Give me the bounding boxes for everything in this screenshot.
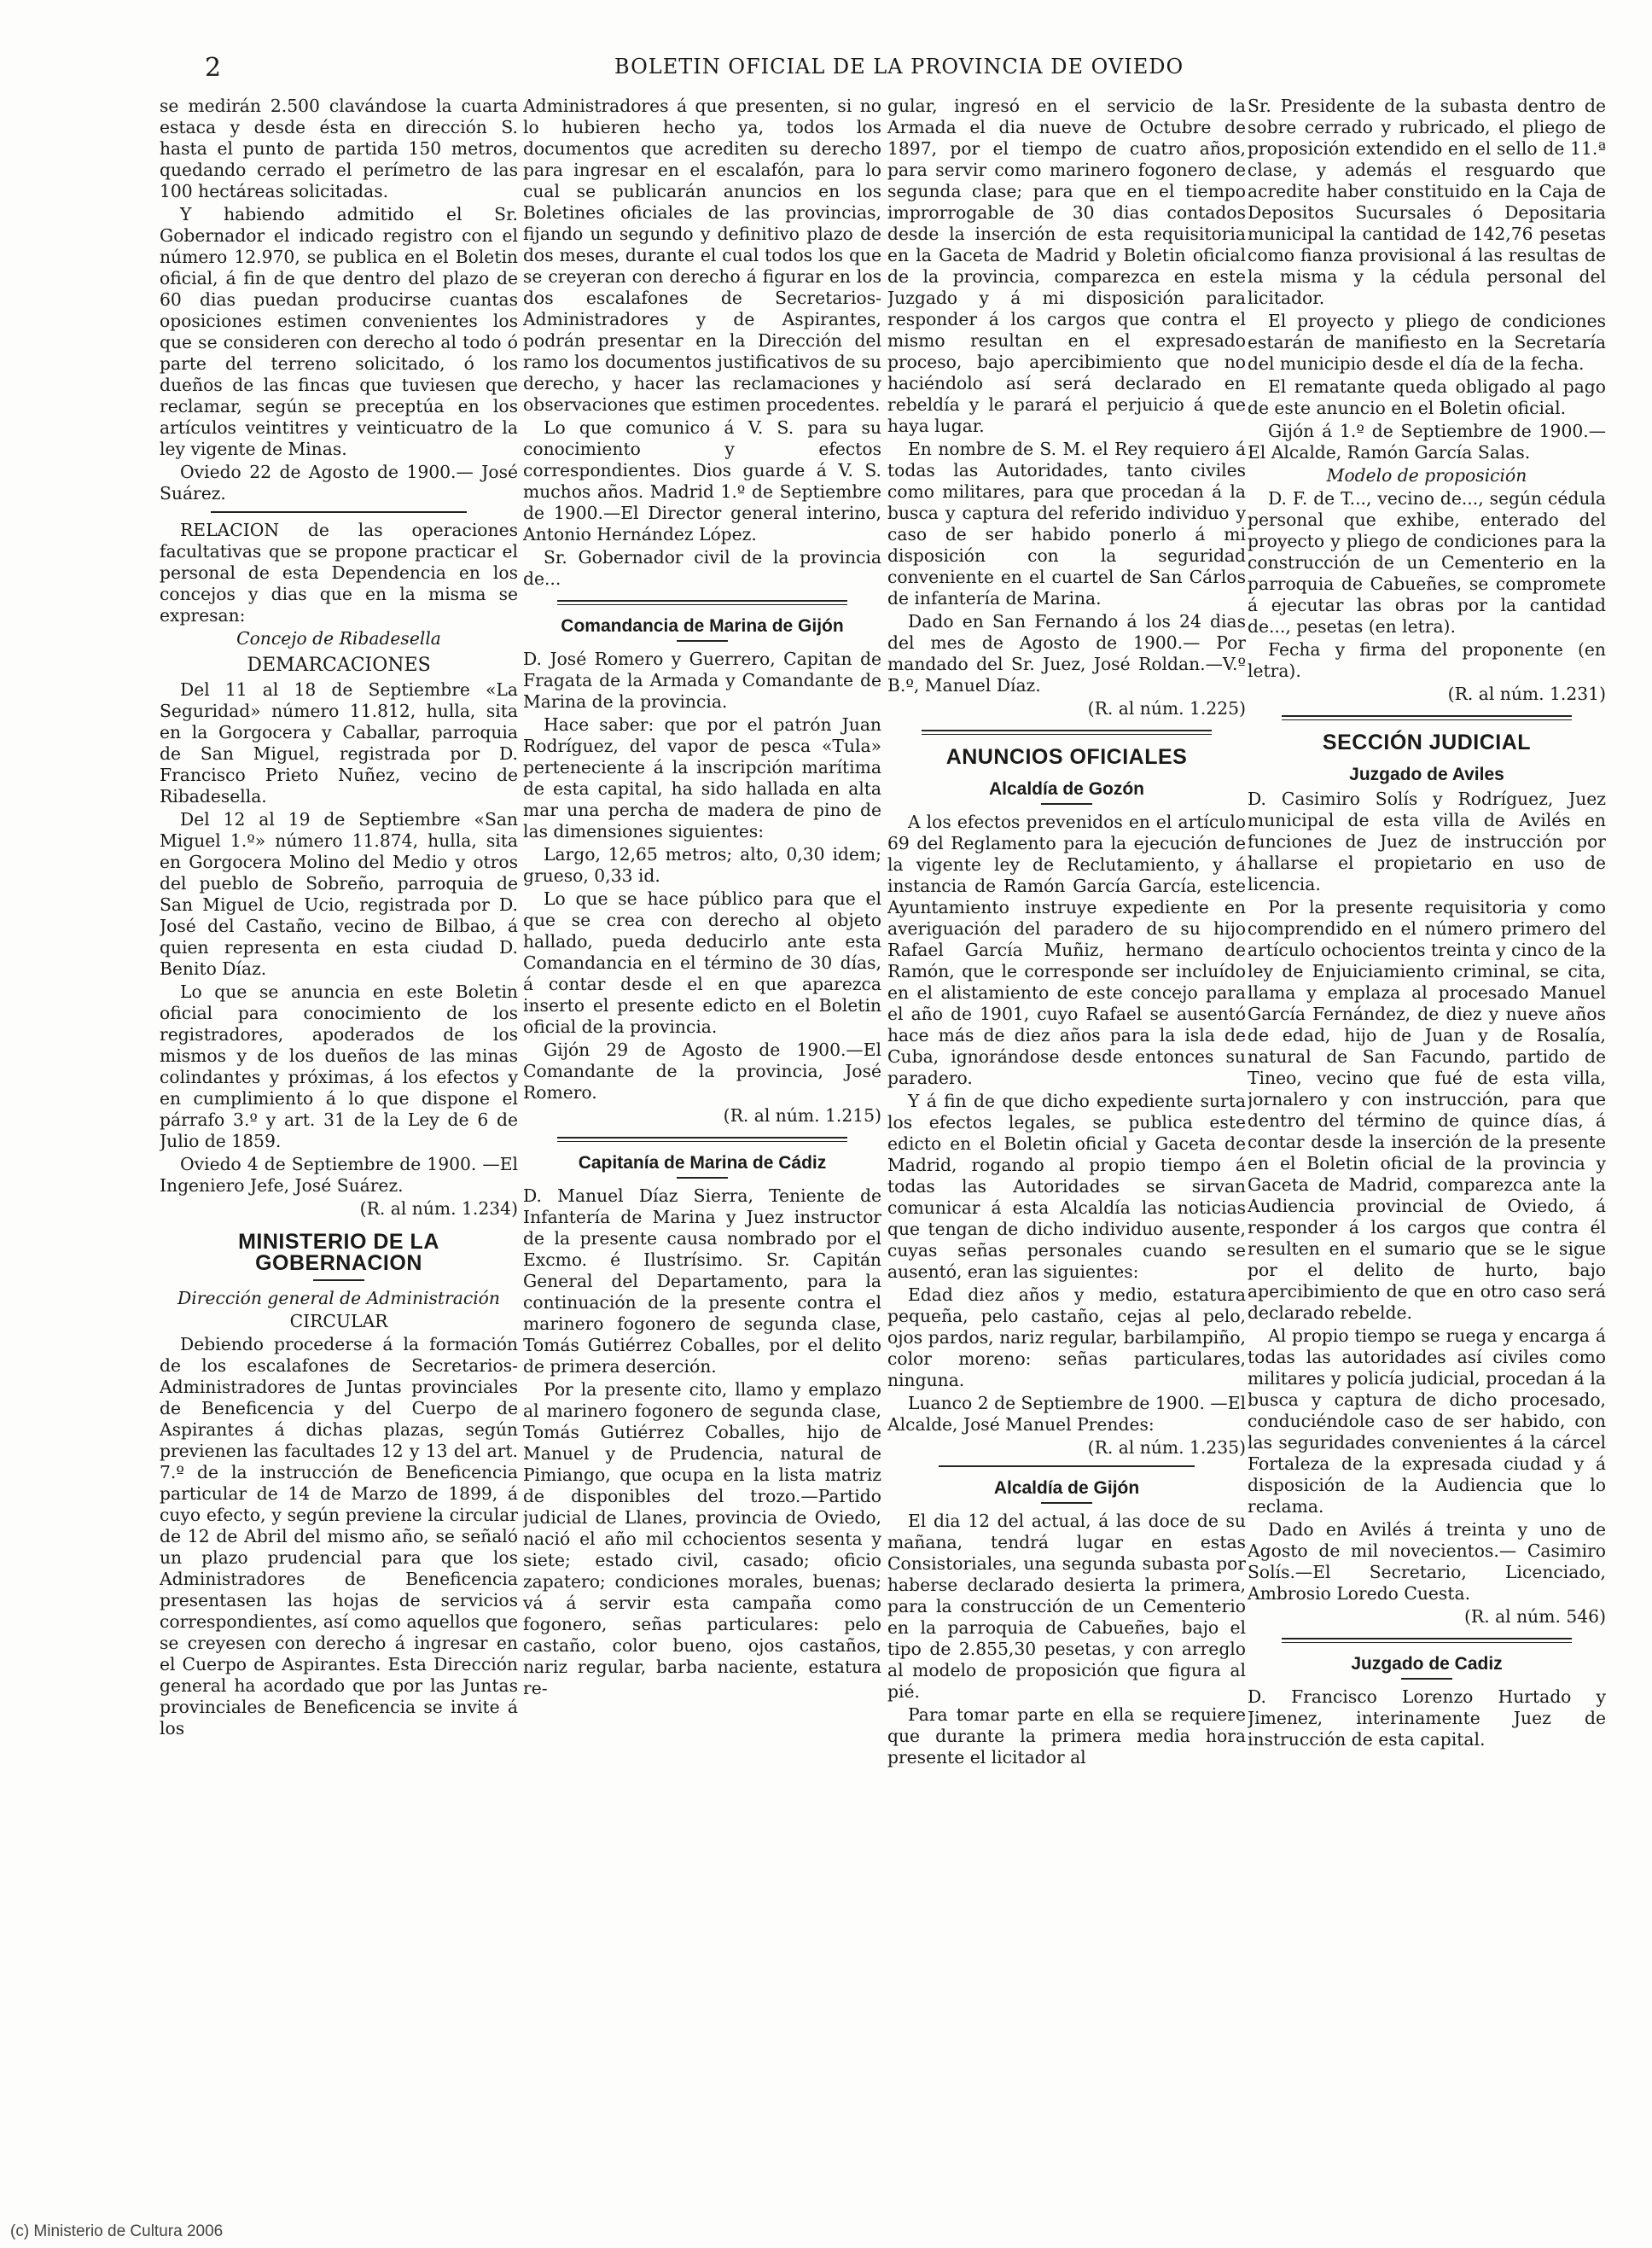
- divider: [1401, 1678, 1452, 1680]
- paragraph: A los efectos prevenidos en el artículo 69 del Reglamento para la ejecución de la vigente ley de Reclutamiento, y á instancia de Ramón García García, este Ayuntamiento instruye expediente en averiguación del paradero de su hijo Rafael García Muñiz, hermano de Ramón, que le corresponde ser incluído en el alistamiento de este concejo para el año de 1901, cuyo Rafael se ausentó hace más de diez años para la isla de Cuba, ignorándose desde entonces su paradero.: [887, 812, 1246, 1088]
- paragraph: Por la presente cito, llamo y emplazo al marinero fogonero de segunda clase, Tomás Gutiérrez Coballes, hijo de Manuel y de Prudencia, natural de Pimiango, que ocupa en la lista matriz de disponibles del trozo.—Partido judicial de Llanes, provincia de Oviedo, nació el año mil cchocientos sesenta y siete; estado civil, casado; oficio zapatero; condiciones morales, buenas; vá á servir esta campaña como fogonero, señas particulares: pelo castaño, color bueno, ojos castaños, nariz regular, barba naciente, estatura re-: [523, 1379, 881, 1698]
- paragraph: Edad diez años y medio, estatura pequeña, pelo castaño, cejas al pelo, ojos pardos, nariz regular, barbilampiño, color moreno: señas particulares, ninguna.: [887, 1284, 1246, 1390]
- column-3: [887, 96, 1246, 2161]
- signature: Oviedo 4 de Septiembre de 1900. —El Ingeniero Jefe, José Suárez.: [160, 1154, 518, 1196]
- paragraph: se medirán 2.500 clavándose la cuarta estaca y desde ésta en dirección S. hasta el punto de partida 150 metros, quedando cerrado el perímetro de las 100 hectáreas solicitadas.: [160, 96, 518, 201]
- section-heading: SECCIÓN JUDICIAL: [1322, 731, 1532, 754]
- paragraph: RELACION de las operaciones facultativas que se propone practicar el personal de esta Dependencia en los concejos y dias que en la misma se expresan:: [160, 520, 518, 626]
- paragraph: D. Manuel Díaz Sierra, Teniente de Infantería de Marina y Juez instructor de la presente causa nombrado por el Excmo. é Ilustrísimo. Sr. Capitán General del Departamento, para la continuación de la presente contra el marinero fogonero de segunda clase, Tomás Gutiérrez Coballes, por el delito de primera deserción.: [523, 1185, 881, 1377]
- column-1: [160, 96, 518, 2161]
- divider: [1041, 1502, 1092, 1504]
- section-heading: DEMARCACIONES: [247, 655, 431, 676]
- column-2: [523, 96, 881, 2161]
- paragraph: Al propio tiempo se ruega y encarga á todas las autoridades así civiles como militares y policía judicial, procedan á la busca y captura de dicho procesado, conduciéndole caso de ser habido, con las seguridades convenientes á la cárcel Fortaleza de la expresada ciudad y á disposición de la Audiencia que lo reclama.: [1248, 1325, 1606, 1517]
- paragraph: gular, ingresó en el servicio de la Armada el dia nueve de Octubre de 1897, por el tiempo de cuatro años, para servir como marinero fogonero de segunda clase; para que en el tiempo improrrogable de 30 dias contados desde la inserción de esta requisitoria en la Gaceta de Madrid y Boletin oficial de la provincia, comparezca en este Juzgado y á mi disposición para responder á los cargos que contra el mismo resultan en el expresado proceso, bajo apercibimiento que no haciéndolo así será declarado en rebeldía y le parará el perjuicio á que haya lugar.: [887, 96, 1246, 436]
- page-number: 2: [205, 53, 222, 83]
- reference-number: (R. al núm. 1.235): [1087, 1437, 1246, 1458]
- section-heading: Alcaldía de Gijón: [993, 1478, 1140, 1498]
- section-subtitle: Concejo de Ribadesella: [236, 628, 441, 649]
- reference-number: (R. al núm. 1.231): [1447, 684, 1606, 704]
- paragraph: Sr. Presidente de la subasta dentro de sobre cerrado y rubricado, el pliego de proposición extendido en el sello de 11.ª clase, y además el resguardo que acredite haber constituido en la Caja de Depositos Sucursales ó Depositaria municipal la cantidad de 142,76 pesetas como fianza provisional á las resultas de la misma y la cédula personal del licitador.: [1248, 96, 1606, 308]
- paragraph: Hace saber: que por el patrón Juan Rodríguez, del vapor de pesca «Tula» perteneciente á la inscripción marítima de esta capital, ha sido hallada en alta mar una percha de madera de pino de las dimensiones siguientes:: [523, 714, 881, 842]
- signature: Gijón 29 de Agosto de 1900.—El Comandante de la provincia, José Romero.: [523, 1040, 881, 1103]
- divider: [677, 640, 728, 642]
- divider: [557, 600, 847, 605]
- publication-title: BOLETIN OFICIAL DE LA PROVINCIA DE OVIEDO: [614, 55, 1184, 79]
- reference-number: (R. al núm. 1.234): [359, 1198, 518, 1219]
- divider: [922, 730, 1212, 735]
- divider: [557, 1137, 847, 1142]
- column-4: [1248, 96, 1606, 2161]
- divider: [939, 1465, 1195, 1467]
- paragraph: Para tomar parte en ella se requiere que durante la primera media hora presente el licitador al: [887, 1704, 1246, 1768]
- section-subtitle: Dirección general de Administración: [177, 1288, 500, 1308]
- section-heading: MINISTERIO DE LA GOBERNACION: [238, 1230, 439, 1275]
- section-heading: Juzgado de Aviles: [1349, 765, 1504, 784]
- section-subtitle: Modelo de proposición: [1326, 465, 1527, 486]
- paragraph: D. Casimiro Solís y Rodríguez, Juez municipal de esta villa de Avilés en funciones de Juez de instrucción por hallarse el propietario en uso de licencia.: [1248, 789, 1606, 894]
- divider: [677, 1177, 728, 1179]
- section-heading: Juzgado de Cadiz: [1351, 1654, 1503, 1674]
- paragraph: Lo que se anuncia en este Boletin oficial para conocimiento de los registradores, apoderados de los mismos y de los dueños de las minas colindantes y próximas, á los efectos y en cumplimiento á lo que dispone el párrafo 3.º y art. 31 de la Ley de 6 de Julio de 1859.: [160, 981, 518, 1151]
- paragraph: Administradores á que presenten, si no lo hubieren hecho ya, todos los documentos que acrediten su derecho para ingresar en el escalafón, para lo cual se publicarán anuncios en los Boletines oficiales de las provincias, fijando un segundo y definitivo plazo de dos meses, durante el cual todos los que se creyeran con derecho á figurar en los dos escalafones de Secretarios-Administradores y de Aspirantes, podrán presentar en la Dirección del ramo los documentos justificativos de su derecho, y hacer las reclamaciones y observaciones que estimen procedentes.: [523, 96, 881, 415]
- paragraph: Lo que se hace público para que el que se crea con derecho al objeto hallado, pueda deducirlo ante esta Comandancia en el término de 30 días, á contar desde el en que aparezca inserto el presente edicto en el Boletin oficial de la provincia.: [523, 888, 881, 1037]
- signature: Dado en San Fernando á los 24 dias del mes de Agosto de 1900.— Por mandado del Sr. Juez, José Roldan.—V.º B.º, Manuel Díaz.: [887, 611, 1246, 696]
- paragraph: Debiendo procederse á la formación de los escalafones de Secretarios-Administradores de Juntas provinciales de Beneficencia y del Cuerpo de Aspirantes á dichas plazas, según previenen las facultades 12 y 13 del art. 7.º de la instrucción de Beneficencia particular de 14 de Marzo de 1899, á cuyo efecto, y según previene la circular de 12 de Abril del mismo año, se señaló un plazo prudencial para que los Administradores de Beneficencia presentasen las hojas de servicios correspondientes, así como aquellos que se creyesen con derecho á ingresar en el Cuerpo de Aspirantes. Esta Dirección general ha acordado que por las Juntas provinciales de Beneficencia se invite á los: [160, 1334, 518, 1738]
- paragraph: Del 12 al 19 de Septiembre «San Miguel 1.º» número 11.874, hulla, sita en Gorgocera Molino del Medio y otros del pueblo de Sobreño, parroquia de San Miguel de Ucio, registrada por D. José del Castaño, vecino de Bilbao, á quien representa en esta ciudad D. Benito Díaz.: [160, 809, 518, 979]
- signature: Luanco 2 de Septiembre de 1900. —El Alcalde, José Manuel Prendes:: [887, 1393, 1246, 1435]
- section-heading: ANUNCIOS OFICIALES: [945, 745, 1188, 769]
- paragraph: El dia 12 del actual, á las doce de su mañana, tendrá lugar en estas Consistoriales, una segunda subasta por haberse declarado desierta la primera, para la construcción de un Cementerio en la parroquia de Cabueñes, bajo el tipo de 2.855,30 pesetas, y con arreglo al modelo de proposición que figura al pié.: [887, 1511, 1246, 1702]
- section-heading: Capitanía de Marina de Cádiz: [578, 1153, 827, 1173]
- circular-label: CIRCULAR: [289, 1311, 388, 1331]
- signature: Gijón á 1.º de Septiembre de 1900.—El Alcalde, Ramón García Salas.: [1248, 421, 1606, 463]
- reference-number: (R. al núm. 1.225): [1087, 698, 1246, 719]
- copyright-notice: (c) Ministerio de Cultura 2006: [10, 2222, 224, 2240]
- section-heading: Comandancia de Marina de Gijón: [561, 616, 844, 636]
- paragraph: En nombre de S. M. el Rey requiero á todas las Autoridades, tanto civiles como militares, para que procedan á la busca y captura del referido individuo y caso de ser habido ponerlo á mi disposición con la seguridad conveniente en el cuartel de San Cárlos de infantería de Marina.: [887, 439, 1246, 609]
- paragraph: El rematante queda obligado al pago de este anuncio en el Boletin oficial.: [1248, 376, 1606, 418]
- paragraph: Por la presente requisitoria y como comprendido en el número primero del artículo ochocientos treinta y cinco de la ley de Enjuiciamiento criminal, se cita, llama y emplaza al procesado Manuel García Fernández, de diez y nueve años de edad, hijo de Juan y de Rosalía, natural de San Facundo, partido de Tineo, vecino que fué de esta villa, jornalero y con instrucción, para que dentro del término de quince días, á contar desde la inserción de la presente en el Boletin oficial de la provincia y Gaceta de Madrid, comparezca ante la Audiencia provincial de Oviedo, á responder á los cargos que contra él resulten en el sumario que se le sigue por el delito de hurto, bajo apercibimiento de que en otro caso será declarado rebelde.: [1248, 897, 1606, 1323]
- paragraph: El proyecto y pliego de condiciones estarán de manifiesto en la Secretaría del municipio desde el día de la fecha.: [1248, 311, 1606, 374]
- divider: [1041, 803, 1092, 805]
- paragraph: Largo, 12,65 metros; alto, 0,30 idem; grueso, 0,33 id.: [523, 844, 881, 886]
- signature: Dado en Avilés á treinta y uno de Agosto de mil novecientos.— Casimiro Solís.—El Secretario, Licenciado, Ambrosio Loredo Cuesta.: [1248, 1519, 1606, 1604]
- paragraph: Fecha y firma del proponente (en letra).: [1248, 639, 1606, 681]
- paragraph: D. F. de T..., vecino de..., según cédula personal que exhibe, enterado del proyecto y pliego de condiciones para la construcción de un Cementerio en la parroquia de Cabueñes, se compromete á ejecutar las obras por la cantidad de..., pesetas (en letra).: [1248, 488, 1606, 637]
- paragraph: Y á fin de que dicho expediente surta los efectos legales, se publica este edicto en el Boletin oficial y Gaceta de Madrid, rogando al propio tiempo á todas las Autoridades se sirvan comunicar á esta Alcaldía las noticias que tengan de dicho individuo ausente, cuyas señas personales cuando se ausentó, eran las siguientes:: [887, 1091, 1246, 1282]
- divider: [211, 511, 467, 513]
- reference-number: (R. al núm. 1.215): [723, 1105, 881, 1126]
- page-header: [205, 50, 1570, 84]
- paragraph: D. Francisco Lorenzo Hurtado y Jimenez, interinamente Juez de instrucción de esta capital.: [1248, 1686, 1606, 1750]
- signature: Oviedo 22 de Agosto de 1900.— José Suárez.: [160, 462, 518, 504]
- reference-number: (R. al núm. 546): [1464, 1606, 1606, 1627]
- paragraph: Lo que comunico á V. S. para su conocimiento y efectos correspondientes. Dios guarde á V. S. muchos años. Madrid 1.º de Septiembre de 1900.—El Director general interino, Antonio Hernández López.: [523, 417, 881, 545]
- paragraph: Sr. Gobernador civil de la provincia de...: [523, 547, 881, 589]
- divider: [1282, 1638, 1572, 1643]
- paragraph: Del 11 al 18 de Septiembre «La Seguridad» número 11.812, hulla, sita en la Gorgocera y Caballar, parroquia de San Miguel, registrada por D. Francisco Prieto Nuñez, vecino de Ribadesella.: [160, 679, 518, 807]
- paragraph: D. José Romero y Guerrero, Capitan de Fragata de la Armada y Comandante de Marina de la provincia.: [523, 649, 881, 712]
- paragraph: Y habiendo admitido el Sr. Gobernador el indicado registro con el número 12.970, se publica en el Boletin oficial, á fin de que dentro del plazo de 60 dias puedan producirse cuantas oposiciones estimen convenientes los que se consideren con derecho al todo ó parte del terreno solicitado, ó los dueños de las fincas que tuviesen que reclamar, según se preceptúa en los artículos veintitres y veinticuatro de la ley vigente de Minas.: [160, 204, 518, 459]
- section-heading: Alcaldía de Gozón: [988, 779, 1145, 799]
- divider: [313, 1279, 364, 1281]
- divider: [1282, 715, 1572, 720]
